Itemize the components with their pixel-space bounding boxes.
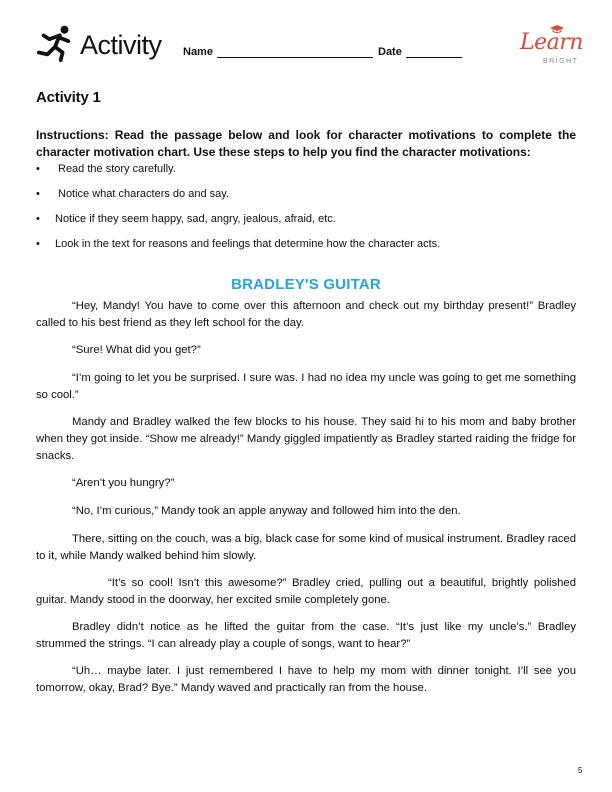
- story-paragraph: “I’m going to let you be surprised. I sure was. I had no idea my uncle was going to get me something so cool.”: [36, 372, 576, 401]
- logo-subtitle: BRIGHT: [543, 58, 579, 65]
- bullet-icon: •: [36, 163, 40, 175]
- running-person-icon: [36, 24, 74, 62]
- date-blank-line[interactable]: [406, 46, 462, 58]
- bullet-icon: •: [36, 213, 40, 225]
- story-paragraph: “Sure! What did you get?”: [72, 344, 201, 356]
- list-item: • Read the story carefully.: [36, 163, 176, 175]
- date-label: Date: [378, 46, 402, 58]
- date-field[interactable]: [378, 46, 462, 58]
- story-paragraph: “Uh… maybe later. I just remembered I have to help my mom with dinner tonight. I’ll see you tomorrow, okay, Brad? Bye.” Mandy waved and practically ran from the house.: [36, 665, 576, 694]
- story-paragraph: “It’s so cool! Isn’t this awesome?” Bradley cried, pulling out a beautiful, brightly polished guitar. Mandy stood in the doorway, her excited smile completely gone.: [36, 577, 576, 606]
- logo-wordmark: Learn: [520, 30, 583, 55]
- name-field[interactable]: [183, 46, 373, 58]
- bullet-icon: •: [36, 238, 40, 250]
- name-blank-line[interactable]: [217, 46, 373, 58]
- instructions-text: Instructions: Read the passage below and look for character motivations to complete the character motivation chart. Use these steps to help you find the character motivations:: [36, 128, 576, 159]
- story-paragraph: “Aren’t you hungry?”: [72, 477, 175, 489]
- story-paragraph: Mandy and Bradley walked the few blocks to his house. They said hi to his mom and baby brother when they got inside. “Show me already!” Mandy giggled impatiently as Bradley started raiding the fridge for snacks.: [36, 416, 576, 462]
- story-paragraph: “No, I’m curious,” Mandy took an apple anyway and followed him into the den.: [72, 505, 461, 517]
- story-paragraph: Bradley didn’t notice as he lifted the guitar from the case. “It’s just like my uncle’s.” Bradley strummed the strings. “I can already play a couple of songs, want to hear?”: [36, 621, 576, 650]
- section-heading: Activity 1: [36, 89, 101, 106]
- learn-bright-logo: [520, 24, 586, 70]
- name-label: Name: [183, 46, 213, 58]
- activity-title: Activity: [80, 30, 162, 60]
- list-item: • Notice what characters do and say.: [36, 188, 229, 200]
- story-paragraph: There, sitting on the couch, was a big, black case for some kind of musical instrument. Bradley raced to it, while Mandy walked behind him slowly.: [36, 533, 576, 562]
- page-number: 5: [578, 766, 583, 775]
- bullet-icon: •: [36, 188, 40, 200]
- list-item: • Notice if they seem happy, sad, angry, jealous, afraid, etc.: [36, 213, 336, 225]
- story-title: BRADLEY'S GUITAR: [231, 276, 381, 293]
- list-item: • Look in the text for reasons and feelings that determine how the character acts.: [36, 238, 441, 250]
- story-paragraph: “Hey, Mandy! You have to come over this afternoon and check out my birthday present!” Bradley called to his best friend as they left school for the day.: [36, 300, 576, 329]
- steps-list: [36, 162, 576, 262]
